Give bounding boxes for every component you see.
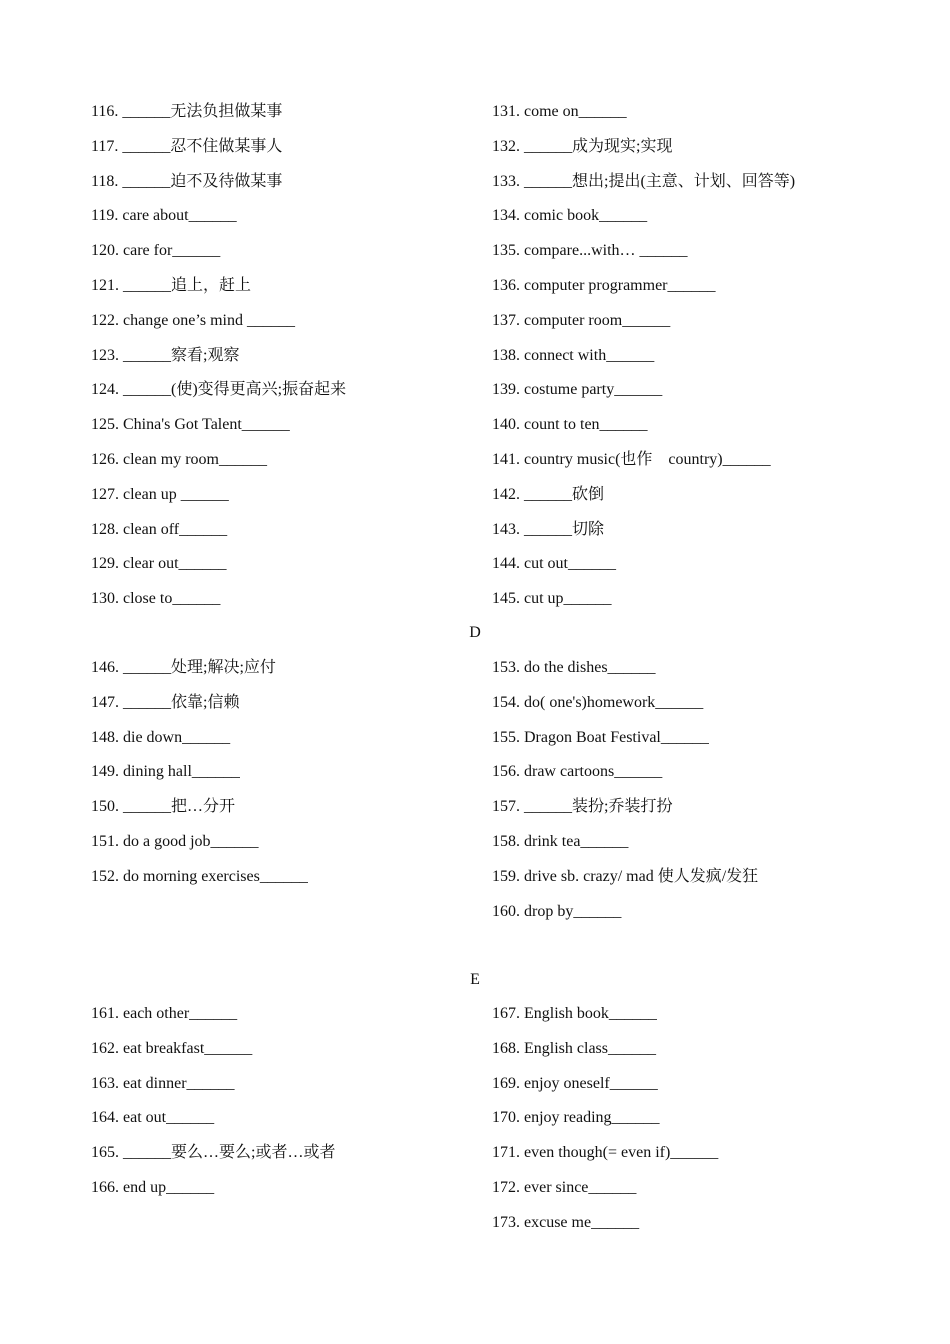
phrase-item-168: 168. English class______ [492, 1039, 656, 1057]
right-column [492, 1005, 912, 1249]
right-column [492, 659, 912, 937]
phrase-item-160: 160. drop by______ [492, 902, 622, 920]
phrase-item-118: 118. ______迫不及待做某事 [91, 172, 283, 190]
phrase-item-128: 128. clean off______ [91, 520, 228, 538]
section-heading-d: D [469, 624, 481, 641]
phrase-item-163: 163. eat dinner______ [91, 1074, 235, 1092]
phrase-item-169: 169. enjoy oneself______ [492, 1074, 658, 1092]
phrase-item-147: 147. ______依靠;信赖 [91, 693, 240, 711]
phrase-item-170: 170. enjoy reading______ [492, 1109, 660, 1127]
phrase-item-140: 140. count to ten______ [492, 416, 648, 434]
phrase-item-144: 144. cut out______ [492, 555, 616, 573]
phrase-item-137: 137. computer room______ [492, 311, 671, 329]
phrase-item-165: 165. ______要么…要么;或者…或者 [91, 1144, 336, 1162]
section-heading-e: E [470, 971, 480, 988]
phrase-item-132: 132. ______成为现实;实现 [492, 137, 673, 155]
phrase-item-119: 119. care about______ [91, 207, 237, 225]
phrase-item-172: 172. ever since______ [492, 1178, 637, 1196]
phrase-item-127: 127. clean up ______ [91, 485, 229, 503]
phrase-item-122: 122. change one’s mind ______ [91, 311, 295, 329]
phrase-item-124: 124. ______(使)变得更高兴;振奋起来 [91, 381, 347, 399]
phrase-item-123: 123. ______察看;观察 [91, 346, 240, 364]
phrase-item-120: 120. care for______ [91, 242, 221, 260]
phrase-item-125: 125. China's Got Talent______ [91, 416, 290, 434]
phrase-item-138: 138. connect with______ [492, 346, 655, 364]
phrase-item-142: 142. ______砍倒 [492, 485, 605, 503]
phrase-item-152: 152. do morning exercises______ [91, 867, 308, 885]
phrase-item-151: 151. do a good job______ [91, 832, 259, 850]
phrase-item-166: 166. end up______ [91, 1178, 215, 1196]
phrase-item-141: 141. country music(也作 country)______ [492, 450, 771, 468]
phrase-item-121: 121. ______追上，赶上 [91, 276, 252, 294]
phrase-item-167: 167. English book______ [492, 1005, 657, 1022]
phrase-item-164: 164. eat out______ [91, 1109, 215, 1127]
phrase-item-150: 150. ______把…分开 [91, 798, 236, 816]
phrase-item-134: 134. comic book______ [492, 207, 648, 225]
phrase-item-126: 126. clean my room______ [91, 450, 267, 468]
phrase-item-157: 157. ______装扮;乔装打扮 [492, 798, 673, 816]
phrase-item-161: 161. each other______ [91, 1005, 238, 1022]
left-column [91, 1005, 481, 1214]
phrase-item-171: 171. even though(= even if)______ [492, 1144, 719, 1162]
phrase-item-116: 116. ______无法负担做某事 [91, 103, 283, 120]
phrase-item-156: 156. draw cartoons______ [492, 763, 663, 781]
phrase-item-146: 146. ______处理;解决;应付 [91, 659, 276, 676]
phrase-item-136: 136. computer programmer______ [492, 276, 716, 294]
phrase-item-158: 158. drink tea______ [492, 832, 629, 850]
phrase-item-143: 143. ______切除 [492, 520, 605, 538]
phrase-item-135: 135. compare...with… ______ [492, 242, 688, 260]
phrase-item-117: 117. ______忍不住做某事人 [91, 137, 283, 155]
phrase-item-133: 133. ______想出;提出(主意、计划、回答等) [492, 172, 796, 190]
phrase-item-129: 129. clear out______ [91, 555, 227, 573]
left-column [91, 103, 481, 625]
phrase-item-155: 155. Dragon Boat Festival______ [492, 728, 709, 746]
left-column [91, 659, 481, 903]
phrase-item-139: 139. costume party______ [492, 381, 663, 399]
phrase-item-173: 173. excuse me______ [492, 1213, 640, 1231]
phrase-item-162: 162. eat breakfast______ [91, 1039, 253, 1057]
phrase-item-130: 130. close to______ [91, 590, 221, 608]
phrase-item-153: 153. do the dishes______ [492, 659, 656, 676]
phrase-item-131: 131. come on______ [492, 103, 627, 120]
phrase-item-154: 154. do( one's)homework______ [492, 693, 704, 711]
phrase-item-145: 145. cut up______ [492, 590, 612, 608]
phrase-item-159: 159. drive sb. crazy/ mad 使人发疯/发狂 [492, 867, 759, 885]
phrase-item-149: 149. dining hall______ [91, 763, 240, 781]
phrase-item-148: 148. die down______ [91, 728, 231, 746]
right-column [492, 103, 912, 625]
